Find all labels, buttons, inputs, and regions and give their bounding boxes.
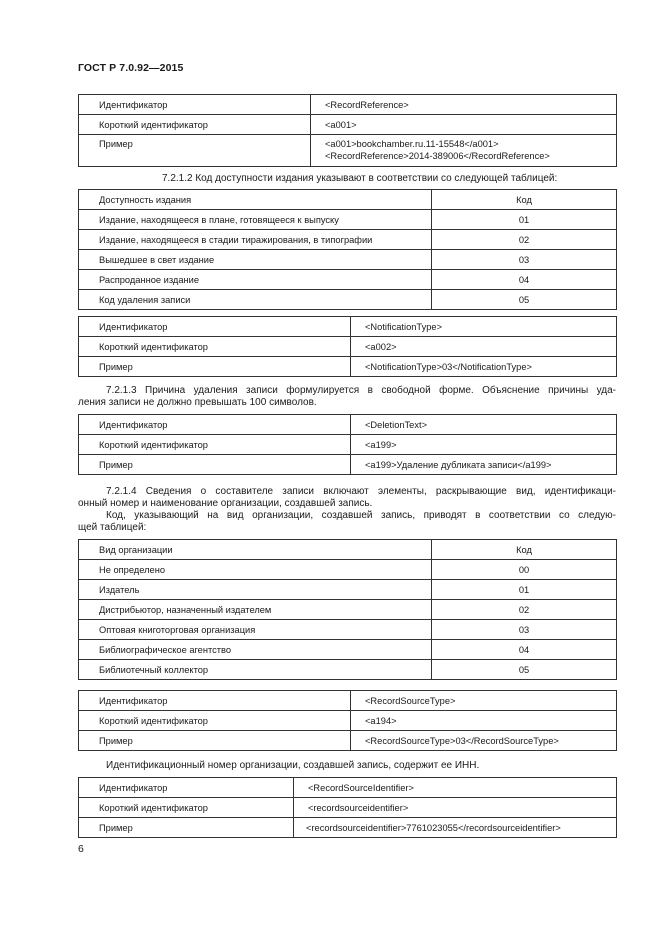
column-header: Код: [432, 540, 617, 560]
row-code: 02: [432, 230, 617, 250]
row-label: Дистрибьютор, назначенный издателем: [79, 600, 432, 620]
row-label: Идентификатор: [79, 95, 311, 115]
table-header-row: [79, 540, 617, 560]
example-line-1: <a001>bookchamber.ru.11-15548</a001>: [325, 139, 499, 149]
row-code: 01: [432, 580, 617, 600]
row-code: 05: [432, 290, 617, 310]
row-label: Идентификатор: [79, 691, 351, 711]
row-label: Пример: [79, 818, 294, 838]
row-label: Короткий идентификатор: [79, 711, 351, 731]
row-label: Издатель: [79, 580, 432, 600]
table-row: [79, 600, 617, 620]
row-label: Библиотечный коллектор: [79, 660, 432, 680]
table-row: [79, 435, 617, 455]
paragraph-line: 7.2.1.3 Причина удаления записи формулируется в свободной форме. Объяснение причины уда-: [106, 385, 616, 396]
column-header: Код: [432, 190, 617, 210]
row-value: <a002>: [351, 337, 617, 357]
row-label: Короткий идентификатор: [79, 798, 294, 818]
table-row: [79, 357, 617, 377]
row-code: 01: [432, 210, 617, 230]
record-source-type-table: [78, 690, 617, 751]
row-value: <NotificationType>: [351, 317, 617, 337]
row-value: <a001>: [311, 115, 617, 135]
notification-type-table: [78, 316, 617, 377]
inn-paragraph: Идентификационный номер организации, создавшей запись, содержит ее ИНН.: [106, 760, 480, 771]
table-row: [79, 778, 617, 798]
row-value: <RecordSourceType>: [351, 691, 617, 711]
row-label: Библиографическое агентство: [79, 640, 432, 660]
table-row: [79, 691, 617, 711]
table-row: [79, 95, 617, 115]
record-source-identifier-table: [78, 777, 617, 838]
table-row: [79, 290, 617, 310]
row-code: 02: [432, 600, 617, 620]
row-label: Короткий идентификатор: [79, 115, 311, 135]
table-row: [79, 317, 617, 337]
row-value: <recordsourceidentifier>: [294, 798, 617, 818]
row-value: <DeletionText>: [351, 415, 617, 435]
row-label: Идентификатор: [79, 415, 351, 435]
row-label: Короткий идентификатор: [79, 337, 351, 357]
table-row: [79, 270, 617, 290]
row-label: Пример: [79, 135, 311, 167]
row-label: Распроданное издание: [79, 270, 432, 290]
row-label: Оптовая книготорговая организация: [79, 620, 432, 640]
row-label: Издание, находящееся в плане, готовящееся к выпуску: [79, 210, 432, 230]
table-row: [79, 415, 617, 435]
table-row: [79, 620, 617, 640]
row-label: Идентификатор: [79, 778, 294, 798]
row-label: Короткий идентификатор: [79, 435, 351, 455]
row-code: 04: [432, 270, 617, 290]
table-row: [79, 210, 617, 230]
table-row: [79, 250, 617, 270]
paragraph-line: Код, указывающий на вид организации, создавшей запись, приводят в соответствии со следую-: [106, 510, 616, 521]
table-row: [79, 731, 617, 751]
page-number: 6: [78, 843, 84, 855]
paragraph-line: ления записи не должно превышать 100 символов.: [78, 397, 317, 408]
row-value: <recordsourceidentifier>7761023055</recordsourceidentifier>: [294, 818, 617, 838]
document-code: ГОСТ Р 7.0.92—2015: [78, 62, 184, 74]
paragraph-line: 7.2.1.4 Сведения о составителе записи включают элементы, раскрывающие вид, идентификаци-: [106, 486, 616, 497]
section-7-2-1-3: [78, 385, 616, 409]
table-header-row: [79, 190, 617, 210]
row-value: <a199>: [351, 435, 617, 455]
row-label: Код удаления записи: [79, 290, 432, 310]
availability-code-table: [78, 189, 617, 310]
row-value: [311, 135, 617, 167]
row-label: Идентификатор: [79, 317, 351, 337]
row-label: Пример: [79, 455, 351, 475]
row-value: <a199>Удаление дубликата записи</a199>: [351, 455, 617, 475]
table-row: [79, 135, 617, 167]
table-row: [79, 640, 617, 660]
paragraph-line: онный номер и наименование организации, создавшей запись.: [78, 498, 373, 509]
table-row: [79, 580, 617, 600]
table-row: [79, 660, 617, 680]
table-row: [79, 337, 617, 357]
row-code: 05: [432, 660, 617, 680]
table-row: [79, 711, 617, 731]
column-header: Вид организации: [79, 540, 432, 560]
section-7-2-1-2: 7.2.1.2 Код доступности издания указывают в соответствии со следующей таблицей:: [162, 173, 558, 184]
row-label: Пример: [79, 731, 351, 751]
row-value: <a194>: [351, 711, 617, 731]
table-row: [79, 230, 617, 250]
row-code: 03: [432, 620, 617, 640]
row-code: 03: [432, 250, 617, 270]
table-row: [79, 560, 617, 580]
table-row: [79, 115, 617, 135]
row-label: Пример: [79, 357, 351, 377]
example-line-2: <RecordReference>2014-389006</RecordReference>: [325, 151, 550, 161]
row-value: <RecordSourceIdentifier>: [294, 778, 617, 798]
row-value: <NotificationType>03</NotificationType>: [351, 357, 617, 377]
paragraph-line: щей таблицей:: [78, 522, 147, 533]
row-label: Вышедшее в свет издание: [79, 250, 432, 270]
row-label: Не определено: [79, 560, 432, 580]
record-reference-table: [78, 94, 617, 167]
row-code: 00: [432, 560, 617, 580]
column-header: Доступность издания: [79, 190, 432, 210]
table-row: [79, 455, 617, 475]
section-7-2-1-4: [78, 486, 616, 534]
row-value: <RecordReference>: [311, 95, 617, 115]
table-row: [79, 818, 617, 838]
deletion-text-table: [78, 414, 617, 475]
row-label: Издание, находящееся в стадии тиражирования, в типографии: [79, 230, 432, 250]
row-code: 04: [432, 640, 617, 660]
table-row: [79, 798, 617, 818]
row-value: <RecordSourceType>03</RecordSourceType>: [351, 731, 617, 751]
organization-type-table: [78, 539, 617, 680]
